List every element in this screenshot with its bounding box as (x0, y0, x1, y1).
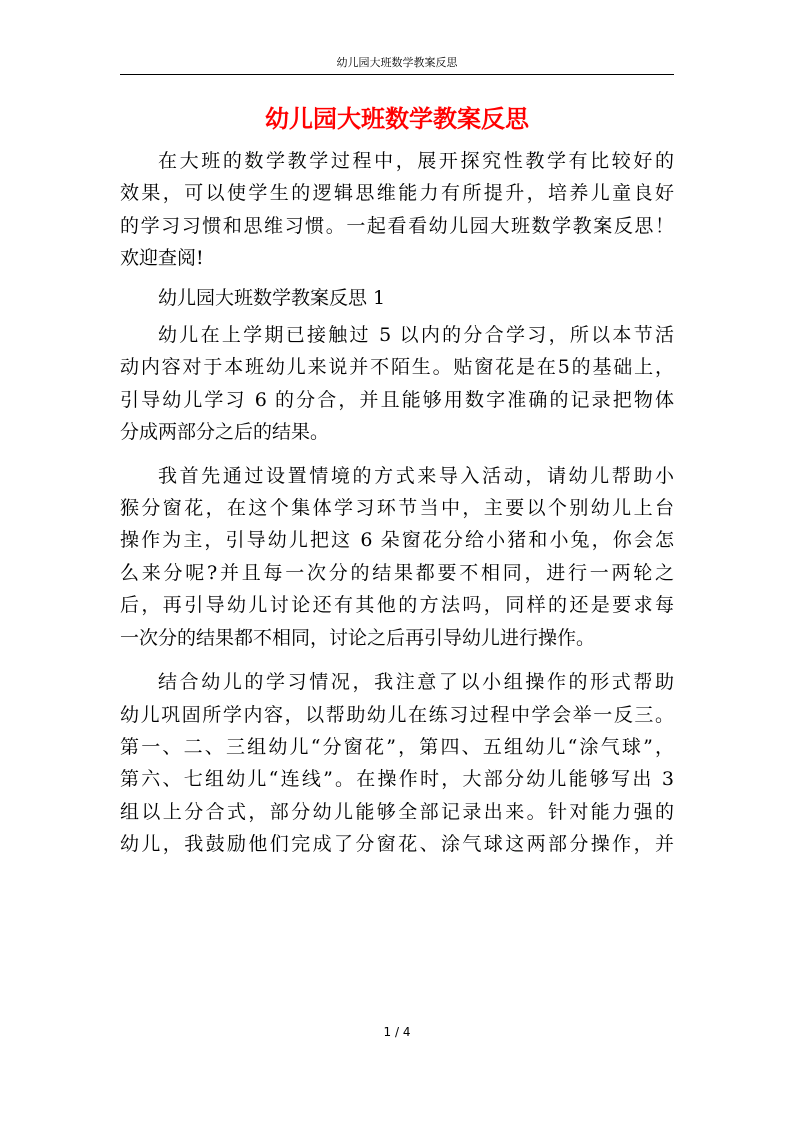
text-line: 第一、二、三组幼儿“分窗花”，第四、五组幼儿“涂气球”， (120, 735, 674, 758)
section-heading (120, 282, 674, 314)
paragraph-intro (120, 145, 674, 275)
text-line: 幼儿，我鼓励他们完成了分窗花、涂气球这两部分操作，并 (120, 833, 674, 856)
text-line: 幼儿园大班数学教案反思 1 (158, 286, 386, 309)
text-line: 效果，可以使学生的逻辑思维能力有所提升，培养儿童良好 (120, 182, 674, 205)
text-line: 的学习习惯和思维习惯。一起看看幼儿园大班数学教案反思！ (120, 214, 674, 237)
paragraph (120, 460, 674, 654)
text-line: 操作为主，引导幼儿把这 6 朵窗花分给小猪和小兔，你会怎 (120, 529, 674, 552)
text-line: 幼儿巩固所学内容，以帮助幼儿在练习过程中学会举一反三。 (120, 703, 674, 726)
paragraph (120, 666, 674, 860)
header-divider (120, 74, 674, 75)
running-header: 幼儿园大班数学教案反思 (336, 56, 458, 69)
text-line: 第六、七组幼儿“连线”。在操作时，大部分幼儿能够写出 3 (120, 768, 674, 791)
text-line: 我首先通过设置情境的方式来导入活动，请幼儿帮助小 (158, 464, 674, 487)
text-line: 么来分呢?并且每一次分的结果都要不相同，进行一两轮之 (120, 561, 674, 584)
text-line: 一次分的结果都不相同，讨论之后再引导幼儿进行操作。 (120, 626, 596, 649)
text-line: 猴分窗花，在这个集体学习环节当中，主要以个别幼儿上台 (120, 497, 674, 520)
text-line: 幼儿在上学期已接触过 5 以内的分合学习，所以本节活 (158, 324, 674, 347)
document-body (120, 145, 674, 861)
text-line: 在大班的数学教学过程中，展开探究性教学有比较好的 (158, 150, 674, 172)
text-line: 结合幼儿的学习情况，我注意了以小组操作的形式帮助 (158, 671, 674, 694)
text-line: 引导幼儿学习 6 的分合，并且能够用数字准确的记录把物体 (120, 388, 674, 411)
text-line: 动内容对于本班幼儿来说并不陌生。贴窗花是在5的基础上， (120, 356, 674, 379)
text-line: 欢迎查阅! (120, 247, 204, 270)
document-title: 幼儿园大班数学教案反思 (265, 104, 529, 133)
page-number: 1 / 4 (383, 1025, 411, 1039)
text-line: 后，再引导幼儿讨论还有其他的方法吗，同样的还是要求每 (120, 594, 674, 617)
text-line: 组以上分合式，部分幼儿能够全部记录出来。针对能力强的 (120, 800, 674, 823)
text-line: 分成两部分之后的结果。 (120, 421, 330, 444)
paragraph (120, 319, 674, 449)
